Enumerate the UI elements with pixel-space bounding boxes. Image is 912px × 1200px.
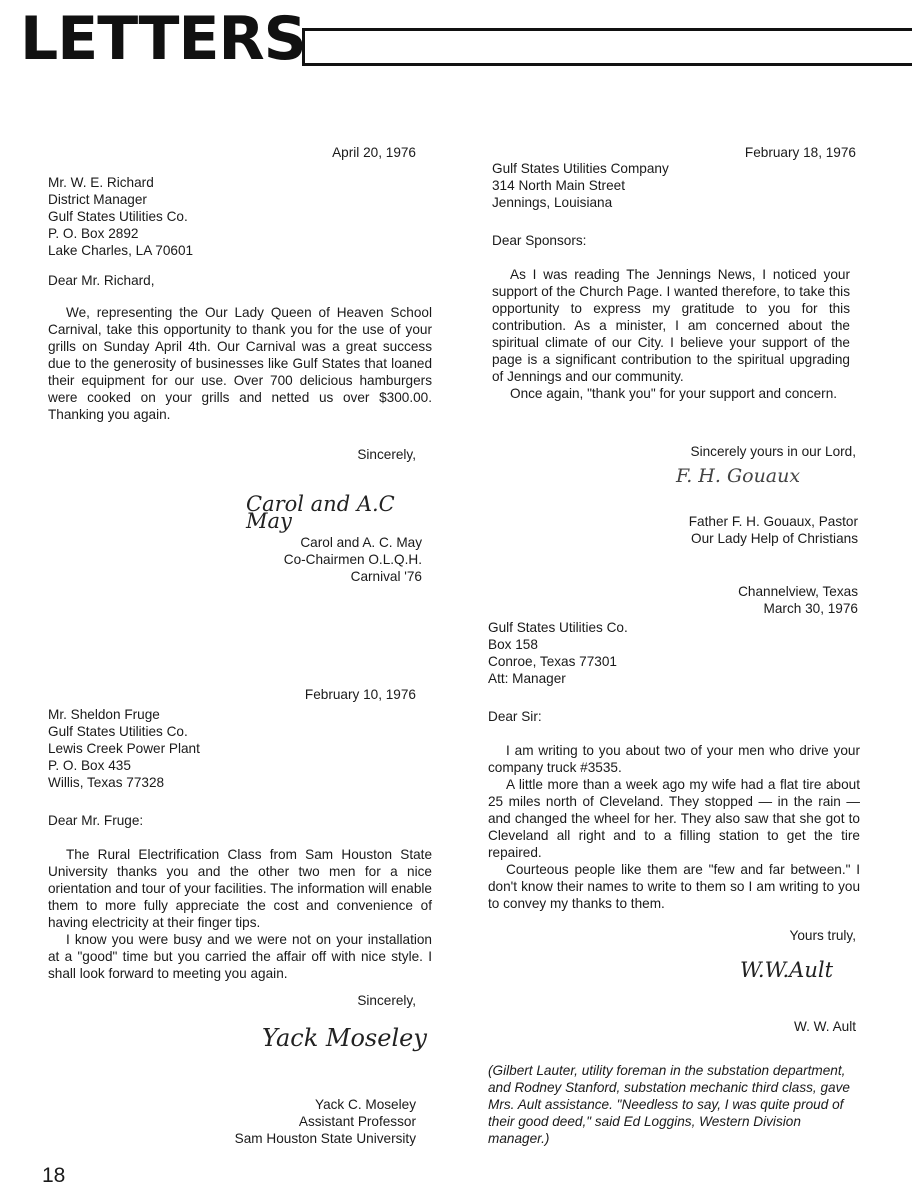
address-line: Mr. W. E. Richard — [48, 175, 154, 190]
letter4-signature: W.W.Ault — [740, 958, 834, 982]
letter2-signature: Yack Moseley — [262, 1024, 427, 1052]
sender-line: Our Lady Help of Christians — [691, 531, 858, 546]
letter2-sender — [190, 1096, 416, 1147]
body-paragraph: I know you were busy and we were not on your installation at a "good" time but you carried the affair off with nice style. I shall look forward to meeting you again. — [48, 932, 432, 981]
address-line: Gulf States Utilities Company — [492, 161, 669, 176]
letter1-closing: Sincerely, — [357, 447, 416, 462]
letter4-closing: Yours truly, — [789, 928, 856, 943]
letter4-salutation: Dear Sir: — [488, 709, 542, 724]
body-paragraph: Courteous people like them are "few and far between." I don't know their names to write to them so I am writing to you to convey my thanks to them. — [488, 862, 860, 911]
address-line: Lewis Creek Power Plant — [48, 741, 200, 756]
address-line: Jennings, Louisiana — [492, 195, 613, 210]
body-paragraph: The Rural Electrification Class from Sam Houston State University thanks you and the other two men for a nice orientation and tour of your facilities. The information will enable them to more fully appreciate the cost and convenience of having electricity at their finger tips. — [48, 847, 432, 930]
sender-line: Yack C. Moseley — [315, 1097, 416, 1112]
address-line: Mr. Sheldon Fruge — [48, 707, 160, 722]
letter2-closing: Sincerely, — [357, 993, 416, 1008]
body-paragraph: A little more than a week ago my wife had a flat tire about 25 miles north of Cleveland. They stopped — in the rain — and changed the wheel for her. They also saw that she got to Cleveland all right and to a filling station to get the tire repaired. — [488, 777, 860, 860]
address-line: P. O. Box 435 — [48, 758, 131, 773]
letter1-sender — [200, 534, 422, 585]
sender-line: Carnival '76 — [350, 569, 422, 584]
letter1-address — [48, 174, 348, 259]
letter3-date: February 18, 1976 — [744, 145, 856, 160]
page-number: 18 — [42, 1164, 66, 1187]
body-paragraph: We, representing the Our Lady Queen of Heaven School Carnival, take this opportunity to thank you for the use of your grills on Sunday April 4th. Our Carnival was a great success due to the generosity of businesses like Gulf States that loaned their equipment for our use. Over 700 delicious hamburgers were cooked on your grills and netted us over $300.00. Thanking you again. — [48, 305, 432, 422]
address-line: Gulf States Utilities Co. — [48, 209, 188, 224]
letter2-body — [48, 846, 432, 982]
letter2-address — [48, 706, 368, 791]
sender-line: Sam Houston State University — [234, 1131, 416, 1146]
sender-line: Co-Chairmen O.L.Q.H. — [283, 552, 422, 567]
address-line: Conroe, Texas 77301 — [488, 654, 617, 669]
header-rule-box — [302, 28, 912, 66]
letter4-location: Channelview, Texas — [738, 584, 858, 599]
address-line: Box 158 — [488, 637, 538, 652]
letter3-closing: Sincerely yours in our Lord, — [690, 444, 856, 459]
address-line: Willis, Texas 77328 — [48, 775, 165, 790]
body-paragraph: I am writing to you about two of your men who drive your company truck #3535. — [488, 743, 860, 775]
letter4-editor-note: (Gilbert Lauter, utility foreman in the substation department, and Rodney Stanford, substation mechanic third class, gave Mrs. Ault assistance. "Needless to say, I was quite proud of their good deed," said Ed Loggins, Western Division manager.) — [488, 1063, 850, 1146]
letter4-sender — [700, 1018, 856, 1035]
letter3-sender — [620, 513, 858, 547]
letter4-date: March 30, 1976 — [763, 601, 858, 616]
letter1-body — [48, 304, 432, 423]
sender-line: Father F. H. Gouaux, Pastor — [688, 514, 858, 529]
letter1-signature: Carol and A.C May — [246, 492, 395, 533]
letter1-date: April 20, 1976 — [332, 145, 416, 160]
letter3-signature: F. H. Gouaux — [676, 465, 801, 487]
sender-line: Carol and A. C. May — [300, 535, 422, 550]
letter1-salutation: Dear Mr. Richard, — [48, 273, 155, 288]
address-line: Lake Charles, LA 70601 — [48, 243, 194, 258]
letter3-salutation: Dear Sponsors: — [492, 233, 587, 248]
address-line: Att: Manager — [488, 671, 566, 686]
address-line: Gulf States Utilities Co. — [48, 724, 188, 739]
address-line: P. O. Box 2892 — [48, 226, 139, 241]
page-title: LETTERS — [20, 4, 306, 74]
letter4-address — [488, 619, 808, 687]
sender-line: Assistant Professor — [298, 1114, 416, 1129]
address-line: Gulf States Utilities Co. — [488, 620, 628, 635]
letter2-date: February 10, 1976 — [304, 687, 416, 702]
body-paragraph: As I was reading The Jennings News, I noticed your support of the Church Page. I wanted therefore, to take this opportunity to express my gratitude to you for this contribution. As a minister, I am concerned about the spiritual climate of our City. I believe your support of the page is a significant contribution to the spiritual upgrading of Jennings and our community. — [492, 267, 850, 384]
address-line: 314 North Main Street — [492, 178, 625, 193]
sender-line: W. W. Ault — [794, 1019, 856, 1034]
letter2-salutation: Dear Mr. Fruge: — [48, 813, 144, 828]
body-paragraph: Once again, "thank you" for your support and concern. — [510, 386, 838, 401]
letter3-body — [492, 266, 850, 402]
letter3-address — [492, 160, 812, 211]
page-header — [20, 6, 912, 76]
letter4-body — [488, 742, 860, 912]
address-line: District Manager — [48, 192, 147, 207]
